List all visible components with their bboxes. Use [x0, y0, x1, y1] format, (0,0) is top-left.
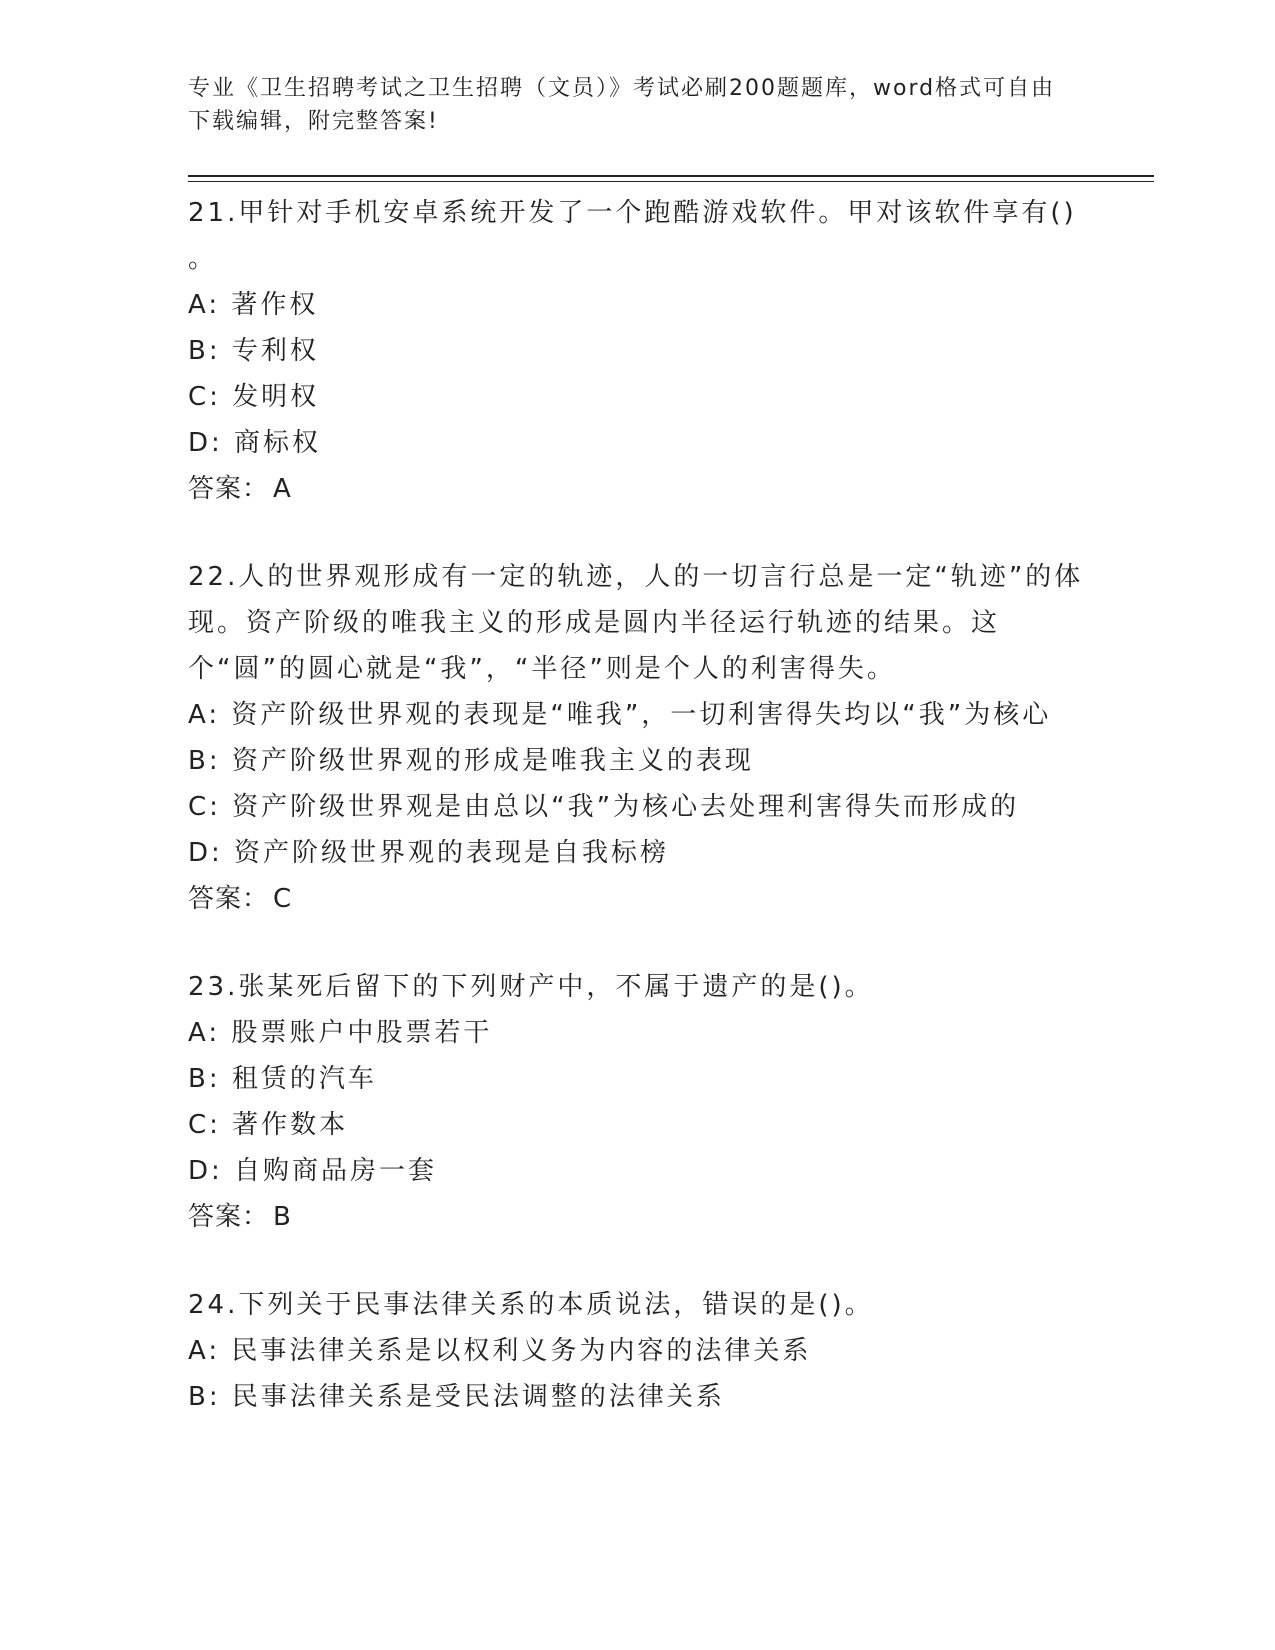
question-list: [188, 190, 1088, 1462]
option-c: C: 著作数本: [188, 1110, 349, 1140]
question-22: [188, 554, 1088, 922]
document-header: 专业《卫生招聘考试之卫生招聘（文员）》考试必刷200题题库，word格式可自由下载编辑，附完整答案!: [188, 76, 1056, 134]
option-d: D: 自购商品房一套: [188, 1156, 438, 1186]
question-24: [188, 1282, 1088, 1420]
question-stem: 23.张某死后留下的下列财产中，不属于遗产的是()。: [188, 972, 874, 1002]
option-d: D: 商标权: [188, 428, 322, 458]
option-b: B: 租赁的汽车: [188, 1064, 377, 1094]
answer-value: B: [273, 1202, 292, 1232]
answer-line: [188, 1194, 1088, 1240]
option-a: A: 资产阶级世界观的表现是“唯我”，一切利害得失均以“我”为核心: [188, 700, 1052, 730]
answer-label: 答案：: [188, 474, 270, 504]
header-divider-thin: [188, 181, 1154, 182]
option-a: A: 股票账户中股票若干: [188, 1018, 493, 1048]
answer-label: 答案：: [188, 1202, 270, 1232]
answer-value: A: [273, 474, 292, 504]
option-b: B: 专利权: [188, 336, 319, 366]
header-divider-thick: [188, 175, 1154, 177]
option-a: A: 著作权: [188, 290, 319, 320]
answer-line: [188, 466, 1088, 512]
option-d: D: 资产阶级世界观的表现是自我标榜: [188, 838, 670, 868]
question-23: [188, 964, 1088, 1240]
answer-value: C: [273, 884, 293, 914]
question-21: [188, 190, 1088, 512]
answer-label: 答案：: [188, 884, 270, 914]
answer-line: [188, 876, 1088, 922]
option-b: B: 民事法律关系是受民法调整的法律关系: [188, 1382, 725, 1412]
option-c: C: 资产阶级世界观是由总以“我”为核心去处理利害得失而形成的: [188, 792, 1020, 822]
option-a: A: 民事法律关系是以权利义务为内容的法律关系: [188, 1336, 812, 1366]
question-stem: 21.甲针对手机安卓系统开发了一个跑酷游戏软件。甲对该软件享有() 。: [188, 198, 1077, 274]
option-c: C: 发明权: [188, 382, 320, 412]
option-b: B: 资产阶级世界观的形成是唯我主义的表现: [188, 746, 754, 776]
question-stem: 24.下列关于民事法律关系的本质说法，错误的是()。: [188, 1290, 874, 1320]
question-stem: 22.人的世界观形成有一定的轨迹，人的一切言行总是一定“轨迹”的体现。资产阶级的唯我主义的形成是圆内半径运行轨迹的结果。这个“圆”的圆心就是“我”，“半径”则是个人的利害得失。: [188, 562, 1084, 684]
